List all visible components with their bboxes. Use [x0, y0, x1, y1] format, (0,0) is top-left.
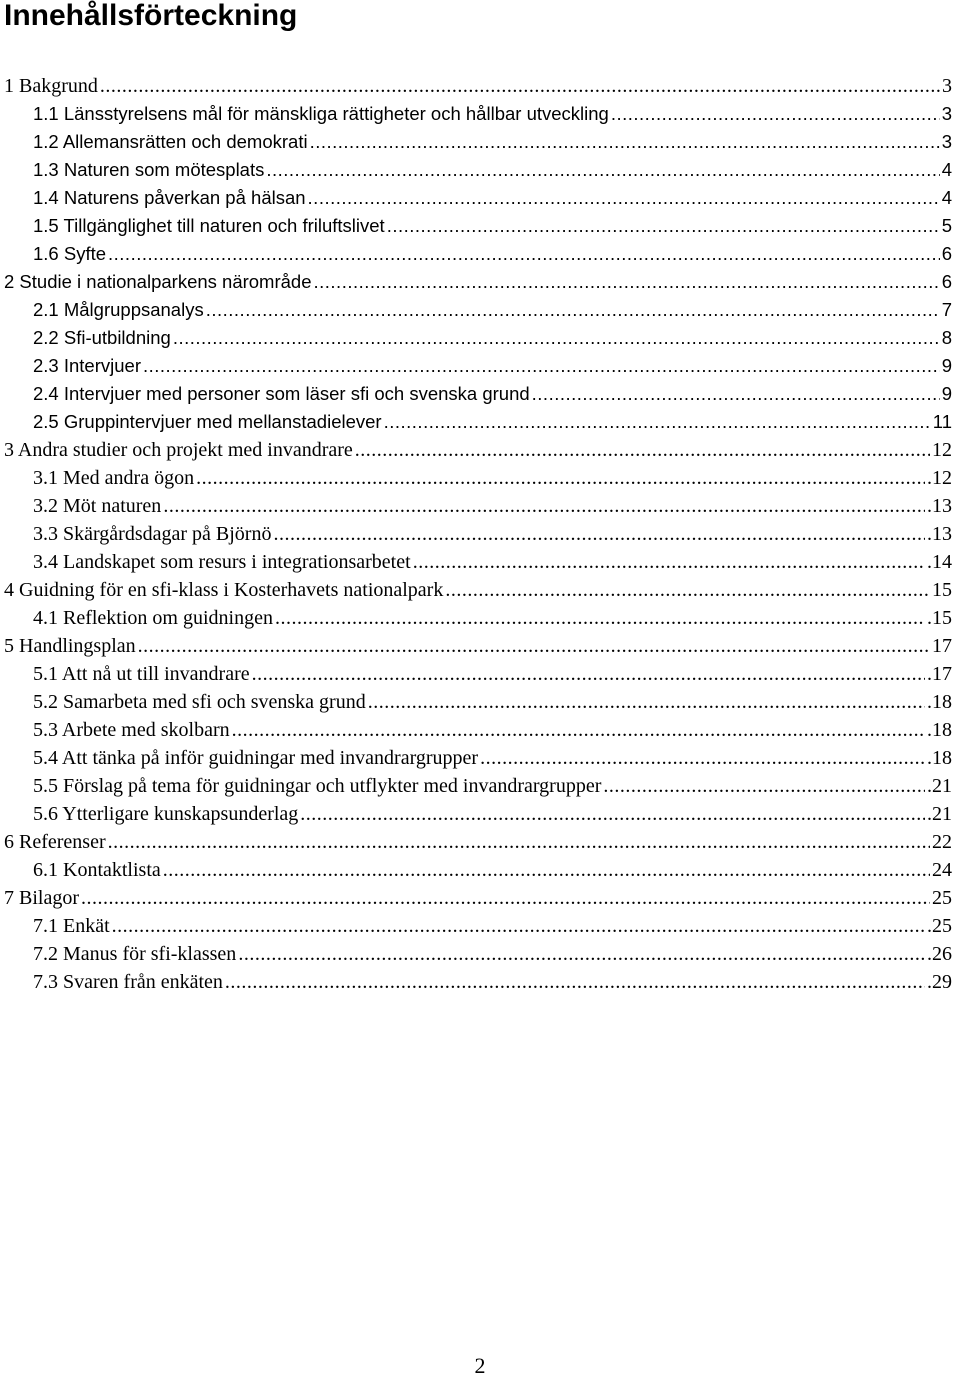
- toc-entry-title: 2.5 Gruppintervjuer med mellanstadielever: [33, 411, 382, 432]
- toc-entry-page: 15: [932, 579, 952, 601]
- toc-entry-title: 7.2 Manus för sfi-klassen: [33, 943, 237, 965]
- toc-entry[interactable]: [0, 800, 960, 828]
- toc-entry-page: .14: [927, 551, 952, 573]
- dot-leader: [310, 128, 940, 156]
- toc-entry-title: 5.6 Ytterligare kunskapsunderlag: [33, 803, 299, 825]
- toc-entry-page: .21: [927, 803, 952, 825]
- toc-entry-page: 3: [942, 75, 952, 97]
- toc-entry[interactable]: [0, 408, 960, 436]
- toc-entry[interactable]: [0, 436, 960, 464]
- dot-leader: [252, 660, 925, 688]
- toc-entry-page: 24: [932, 859, 952, 881]
- dot-leader: [196, 464, 925, 492]
- toc-entry[interactable]: [0, 492, 960, 520]
- dot-leader: [138, 632, 930, 660]
- toc-entry-title: 2.2 Sfi-utbildning: [33, 327, 171, 348]
- dot-leader: [163, 856, 930, 884]
- dot-leader: [368, 688, 925, 716]
- toc-entry-page: .18: [927, 691, 952, 713]
- toc-entry-title: 5.5 Förslag på tema för guidningar och utflykter med invandrargrupper: [33, 775, 602, 797]
- dot-leader: [532, 380, 940, 408]
- toc-entry-page: 17: [932, 635, 952, 657]
- dot-leader: [232, 716, 925, 744]
- toc-entry-page: 22: [932, 831, 952, 853]
- toc-entry-page: .29: [927, 971, 952, 993]
- toc-entry[interactable]: [0, 100, 960, 128]
- toc-entry[interactable]: [0, 520, 960, 548]
- toc-entry[interactable]: [0, 576, 960, 604]
- toc-entry-title: 7.1 Enkät: [33, 915, 110, 937]
- toc-entry[interactable]: [0, 464, 960, 492]
- toc-entry-page: .12: [927, 467, 952, 489]
- page-number: 2: [474, 1353, 486, 1378]
- dot-leader: [266, 156, 939, 184]
- dot-leader: [143, 352, 940, 380]
- toc-entry[interactable]: [0, 296, 960, 324]
- toc-entry[interactable]: [0, 968, 960, 996]
- dot-leader: [238, 940, 925, 968]
- toc-entry-title: 2 Studie i nationalparkens närområde: [4, 271, 312, 292]
- toc-entry[interactable]: [0, 72, 960, 100]
- toc-entry-title: 5.1 Att nå ut till invandrare: [33, 663, 250, 685]
- dot-leader: [206, 296, 940, 324]
- toc-entry-page: .26: [927, 943, 952, 965]
- toc-entry-title: 4 Guidning för en sfi-klass i Kosterhavets nationalpark: [4, 579, 444, 601]
- toc-entry-page: 3: [941, 103, 952, 124]
- toc-entry-title: 6.1 Kontaktlista: [33, 859, 161, 881]
- dot-leader: [413, 548, 925, 576]
- toc-entry[interactable]: [0, 380, 960, 408]
- dot-leader: [308, 184, 940, 212]
- toc-entry[interactable]: [0, 940, 960, 968]
- toc-entry-page: 25: [932, 887, 952, 909]
- toc-entry[interactable]: [0, 828, 960, 856]
- toc-entry-title: 5.2 Samarbeta med sfi och svenska grund: [33, 691, 366, 713]
- dot-leader: [225, 968, 925, 996]
- dot-leader: [387, 212, 940, 240]
- toc-entry[interactable]: [0, 884, 960, 912]
- toc-entry-page: .21: [927, 775, 952, 797]
- toc-entry-title: 3.1 Med andra ögon: [33, 467, 195, 489]
- toc-entry[interactable]: [0, 716, 960, 744]
- toc-entry-page: 6: [941, 271, 952, 292]
- toc-entry[interactable]: [0, 184, 960, 212]
- toc-entry-page: .15: [927, 607, 952, 629]
- toc-entry-title: 3 Andra studier och projekt med invandrare: [4, 439, 353, 461]
- toc-entry-page: 4: [941, 187, 952, 208]
- dot-leader: [173, 324, 940, 352]
- toc-entry-title: 2.1 Målgruppsanalys: [33, 299, 204, 320]
- toc-entry-title: 6 Referenser: [4, 831, 106, 853]
- toc-entry-title: 1.3 Naturen som mötesplats: [33, 159, 265, 180]
- toc-entry[interactable]: [0, 128, 960, 156]
- toc-entry-page: 7: [941, 299, 952, 320]
- toc-entry-title: 2.3 Intervjuer: [33, 355, 141, 376]
- toc-entry-page: .17: [927, 663, 952, 685]
- toc-entry[interactable]: [0, 324, 960, 352]
- dot-leader: [445, 576, 930, 604]
- toc-entry[interactable]: [0, 772, 960, 800]
- toc-entry[interactable]: [0, 548, 960, 576]
- toc-entry[interactable]: [0, 688, 960, 716]
- toc-entry-page: 12: [932, 439, 952, 461]
- toc-entry-title: 3.2 Möt naturen: [33, 495, 162, 517]
- toc-entry-title: 1.2 Allemansrätten och demokrati: [33, 131, 308, 152]
- toc-entry-page: .18: [927, 719, 952, 741]
- table-of-contents: [0, 72, 960, 996]
- toc-entry-title: 3.3 Skärgårdsdagar på Björnö: [33, 523, 272, 545]
- dot-leader: [81, 884, 930, 912]
- toc-entry-page: 9: [941, 383, 952, 404]
- toc-entry-title: 4.1 Reflektion om guidningen: [33, 607, 273, 629]
- toc-entry-page: 6: [941, 243, 952, 264]
- toc-entry-page: .18: [927, 747, 952, 769]
- toc-entry-page: 11: [932, 411, 952, 432]
- toc-entry[interactable]: [0, 240, 960, 268]
- toc-entry-page: 9: [941, 355, 952, 376]
- toc-entry[interactable]: [0, 268, 960, 296]
- toc-entry-title: 3.4 Landskapet som resurs i integrationsarbetet: [33, 551, 411, 573]
- toc-entry-title: 1.4 Naturens påverkan på hälsan: [33, 187, 306, 208]
- toc-entry[interactable]: [0, 352, 960, 380]
- toc-entry[interactable]: [0, 660, 960, 688]
- toc-entry-page: 5: [941, 215, 952, 236]
- toc-entry-title: 5.4 Att tänka på inför guidningar med invandrargrupper: [33, 747, 479, 769]
- toc-entry-page: 4: [941, 159, 952, 180]
- page-title: Innehållsförteckning: [4, 0, 298, 32]
- dot-leader: [275, 604, 925, 632]
- toc-entry-page: .13: [927, 495, 952, 517]
- dot-leader: [314, 268, 940, 296]
- toc-entry-title: 7.3 Svaren från enkäten: [33, 971, 223, 993]
- dot-leader: [355, 436, 930, 464]
- toc-entry-title: 2.4 Intervjuer med personer som läser sfi och svenska grund: [33, 383, 530, 404]
- toc-entry-title: 1 Bakgrund: [4, 75, 98, 97]
- toc-entry-title: 5 Handlingsplan: [4, 635, 136, 657]
- dot-leader: [480, 744, 925, 772]
- toc-entry-title: 5.3 Arbete med skolbarn: [33, 719, 230, 741]
- toc-entry[interactable]: [0, 856, 960, 884]
- toc-entry-page: 8: [941, 327, 952, 348]
- toc-entry-page: 3: [941, 131, 952, 152]
- dot-leader: [108, 828, 930, 856]
- toc-entry-page: .25: [927, 915, 952, 937]
- dot-leader: [611, 100, 940, 128]
- dot-leader: [300, 800, 925, 828]
- dot-leader: [108, 240, 940, 268]
- toc-entry-title: 1.5 Tillgänglighet till naturen och friluftslivet: [33, 215, 385, 236]
- toc-entry-title: 7 Bilagor: [4, 887, 79, 909]
- toc-entry-title: 1.6 Syfte: [33, 243, 107, 264]
- toc-entry[interactable]: [0, 744, 960, 772]
- toc-entry-title: 1.1 Länsstyrelsens mål för mänskliga rättigheter och hållbar utveckling: [33, 103, 609, 124]
- toc-entry[interactable]: [0, 604, 960, 632]
- toc-entry[interactable]: [0, 156, 960, 184]
- toc-entry[interactable]: [0, 912, 960, 940]
- dot-leader: [100, 72, 940, 100]
- dot-leader: [603, 772, 925, 800]
- dot-leader: [112, 912, 925, 940]
- toc-entry-page: .13: [927, 523, 952, 545]
- toc-entry[interactable]: [0, 212, 960, 240]
- dot-leader: [163, 492, 925, 520]
- dot-leader: [384, 408, 931, 436]
- dot-leader: [273, 520, 925, 548]
- toc-entry[interactable]: [0, 632, 960, 660]
